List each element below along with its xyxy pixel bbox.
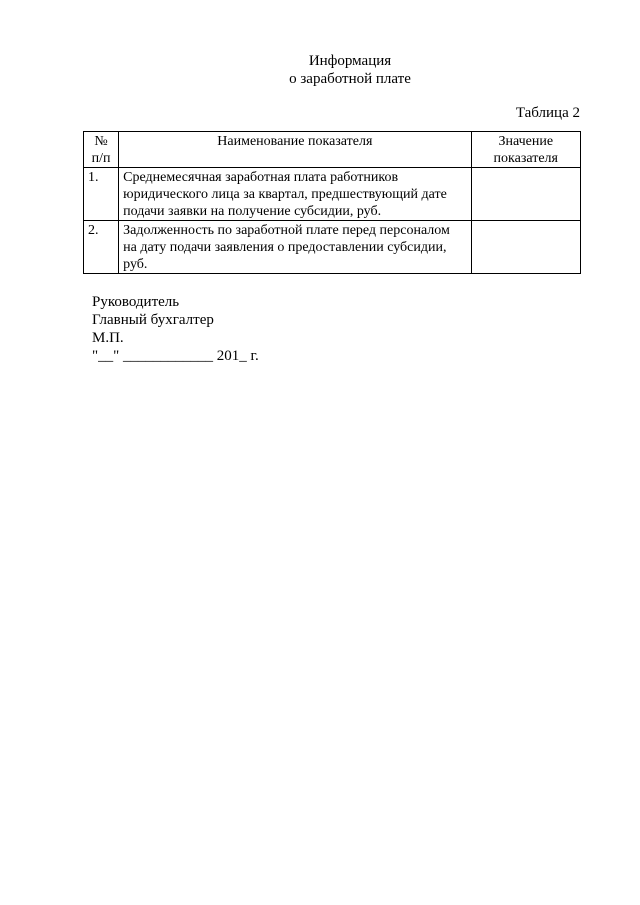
signature-block [92, 293, 259, 365]
row-1-name: Среднемесячная заработная плата работников юридического лица за квартал, предшествующий дате подачи заявки на получение субсидии, руб. [119, 168, 471, 221]
header-name: Наименование показателя [119, 132, 471, 168]
table-header-row [84, 132, 581, 168]
title-line-1: Информация [308, 53, 392, 69]
stamp-label: М.П. [92, 330, 124, 346]
document-title [0, 52, 640, 88]
table-row [84, 168, 581, 221]
row-1-value [471, 168, 580, 221]
row-2-value [471, 221, 580, 274]
header-num: № п/п [84, 132, 119, 168]
row-2-name: Задолженность по заработной плате перед персоналом на дату подачи заявления о предоставлении субсидии, руб. [119, 221, 471, 274]
table-row [84, 221, 581, 274]
header-value: Значение показателя [471, 132, 580, 168]
row-2-num: 2. [84, 221, 119, 274]
row-1-num: 1. [84, 168, 119, 221]
accountant-label: Главный бухгалтер [92, 312, 214, 328]
salary-info-table [83, 131, 581, 274]
title-line-2: о заработной плате [289, 71, 411, 87]
date-line: "__" ____________ 201_ г. [92, 348, 259, 364]
head-label: Руководитель [92, 294, 180, 310]
table-label: Таблица 2 [515, 105, 580, 121]
